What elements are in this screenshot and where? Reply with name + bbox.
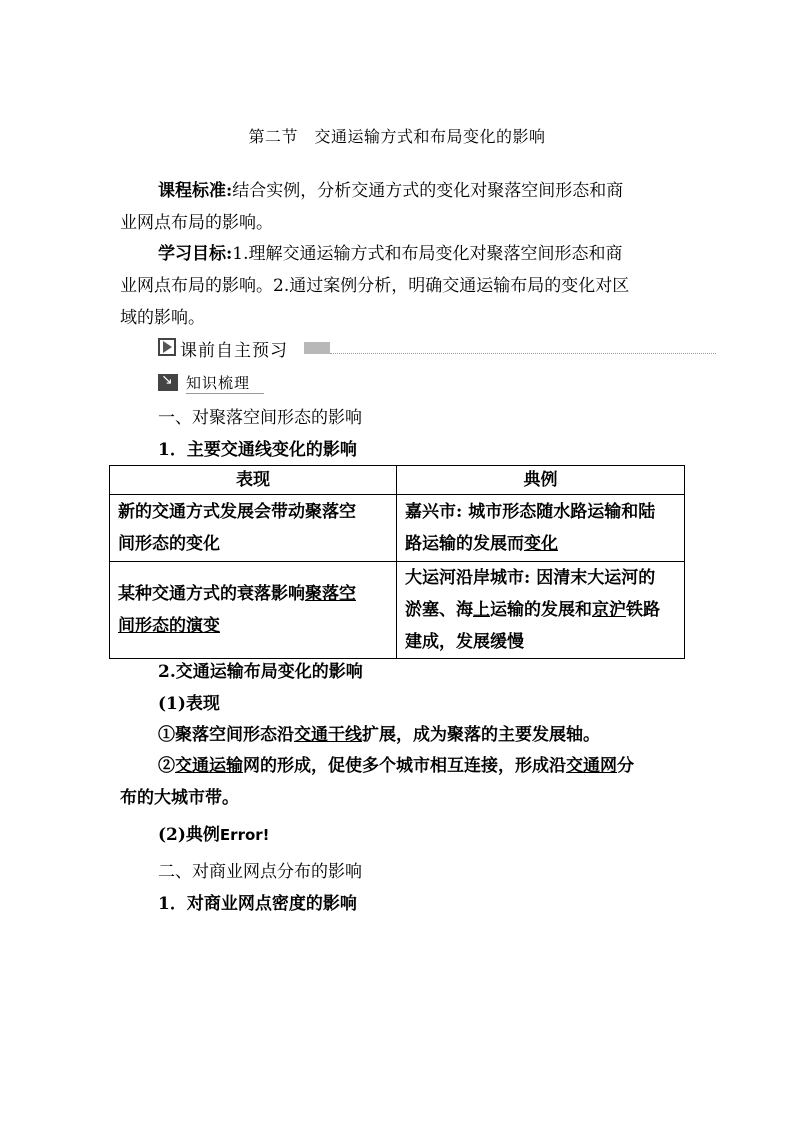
answer-text: 变化: [524, 534, 558, 554]
standard-text-2: 业网点布局的影响。: [120, 213, 273, 233]
goals-text-3: 域的影响。: [120, 308, 205, 328]
subheading-underline: [186, 393, 264, 394]
section-heading-2: 二、对商业网点分布的影响: [158, 862, 362, 882]
section-heading-2-1: 1．对商业网点密度的影响: [158, 894, 357, 914]
table-row: [110, 562, 685, 659]
banner-label: 课前自主预习: [180, 341, 288, 361]
course-standard: [120, 175, 682, 239]
cell-text: 大运河沿岸城市: 因清末大运河的: [405, 568, 656, 588]
comparison-table: [109, 465, 685, 659]
answer-text: 上: [473, 600, 490, 620]
cell-text: 建成，发展缓慢: [405, 632, 524, 652]
page-title: 第二节 交通运输方式和布局变化的影响: [248, 127, 546, 146]
answer-text: 交通运输: [175, 756, 243, 776]
banner-bar: [304, 342, 330, 354]
table-cell: [397, 562, 685, 659]
table-cell: [110, 562, 397, 659]
preview-banner: [158, 336, 716, 360]
cell-text: 路运输的发展而: [405, 534, 524, 554]
play-arrow-icon: [158, 338, 176, 356]
goals-text-1: 1.理解交通运输方式和布局变化对聚落空间形态和商: [232, 244, 623, 264]
body-text: ②: [158, 756, 175, 776]
table-cell: [397, 495, 685, 562]
cell-text: 铁路: [626, 600, 660, 620]
cell-text: 嘉兴市: 城市形态随水路运输和陆: [405, 502, 656, 522]
table-header-row: [110, 466, 685, 495]
answer-text: 交通干线: [294, 725, 362, 745]
body-text: 网的形成，促使多个城市相互连接，形成沿: [243, 756, 566, 776]
table-cell: [110, 495, 397, 562]
arrow-down-right-icon: [158, 374, 178, 391]
cell-text: 运输的发展和: [490, 600, 592, 620]
goals-text-2: 业网点布局的影响。2.通过案例分析，明确交通运输布局的变化对区: [120, 276, 630, 296]
answer-text: 京沪: [592, 600, 626, 620]
body-text: 布的大城市带。: [120, 788, 239, 808]
subheading-label: 知识梳理: [186, 374, 251, 392]
item-heading-2: [158, 820, 270, 845]
cell-text: 间形态的变化: [118, 534, 220, 554]
goals-label: 学习目标:: [158, 244, 233, 264]
learning-goals: [120, 238, 682, 334]
cell-text: 新的交通方式发展会带动聚落空: [118, 502, 356, 522]
item-line-1a: [158, 720, 600, 745]
error-text: Error!: [219, 826, 270, 844]
body-text: (2)典例: [158, 825, 220, 845]
standard-text-1: 结合实例，分析交通方式的变化对聚落空间形态和商: [232, 181, 624, 201]
item-line-1b: [120, 750, 682, 814]
table-row: [110, 495, 685, 562]
item-heading-1: (1)表现: [158, 694, 220, 714]
standard-label: 课程标准:: [158, 181, 233, 201]
body-text: ①聚落空间形态沿: [158, 725, 294, 745]
section-heading-1: 一、对聚落空间形态的影响: [158, 408, 362, 428]
cell-text: 某种交通方式的衰落影响: [118, 584, 305, 604]
answer-text: 聚落空: [305, 584, 356, 604]
table-header: 表现: [110, 466, 397, 495]
section-heading-1-1: 1．主要交通线变化的影响: [158, 440, 357, 460]
body-text: 分: [617, 756, 634, 776]
section-heading-1-2: 2.交通运输布局变化的影响: [158, 662, 363, 682]
banner-divider: [330, 353, 716, 354]
answer-text: 间形态的演变: [118, 616, 220, 636]
table-header: 典例: [397, 466, 685, 495]
cell-text: 淤塞、海: [405, 600, 473, 620]
body-text: 扩展，成为聚落的主要发展轴。: [362, 725, 600, 745]
answer-text: 交通网: [566, 756, 617, 776]
